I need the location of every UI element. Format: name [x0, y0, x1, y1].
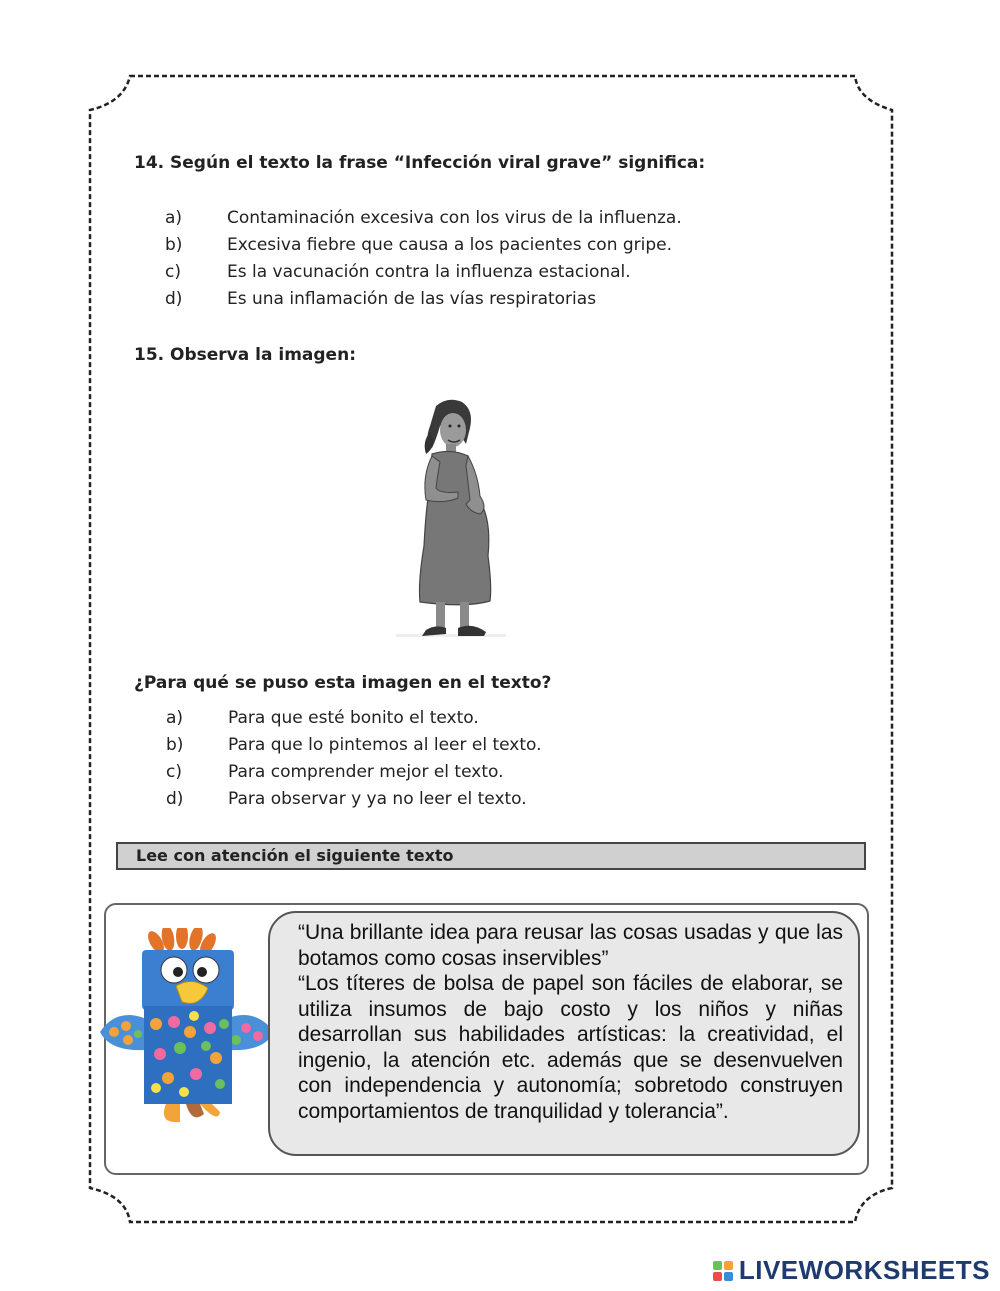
brand-name: LIVEWORKSHEETS: [738, 1255, 990, 1285]
option-letter: c): [166, 761, 182, 782]
option-text: Excesiva fiebre que causa a los pacientes con gripe.: [227, 234, 673, 255]
option-14-c[interactable]: [165, 258, 682, 285]
reading-instruction-banner: Lee con atención el siguiente texto: [116, 842, 866, 870]
option-text: Para comprender mejor el texto.: [228, 761, 504, 782]
paper-bag-puppet-illustration: [96, 928, 278, 1128]
option-letter: b): [166, 734, 184, 755]
option-text: Para que esté bonito el texto.: [228, 707, 479, 728]
option-letter: c): [165, 261, 181, 282]
option-text: Para observar y ya no leer el texto.: [228, 788, 527, 809]
reading-title-quote: “Una brillante idea para reusar las cosas usadas y que las botamos como cosas inservibles”: [298, 921, 843, 970]
question-15-options: [166, 704, 542, 812]
liveworksheets-brand[interactable]: [713, 1255, 990, 1286]
option-14-a[interactable]: [165, 204, 682, 231]
pregnant-woman-illustration: [396, 396, 506, 641]
question-14-options: [165, 204, 682, 312]
option-14-d[interactable]: [165, 285, 682, 312]
liveworksheets-logo-icon: [713, 1261, 733, 1281]
option-letter: d): [166, 788, 184, 809]
reading-body-quote: “Los títeres de bolsa de papel son fáciles de elaborar, se utiliza insumos de bajo costo y los niños y niñas desarrollan sus habilidades artísticas: la creatividad, el ingenio, la atención etc. además que se desenvuelven con independencia y autonomía; sobretodo construyen comportamientos de tranquilidad y tolerancia”.: [298, 972, 843, 1123]
option-text: Es una inflamación de las vías respiratorias: [227, 288, 597, 309]
option-15-a[interactable]: [166, 704, 542, 731]
option-15-d[interactable]: [166, 785, 542, 812]
option-15-b[interactable]: [166, 731, 542, 758]
option-letter: a): [165, 207, 183, 228]
option-letter: d): [165, 288, 183, 309]
reading-text: [298, 920, 843, 1124]
question-15-prompt: ¿Para qué se puso esta imagen en el texto?: [134, 673, 552, 693]
option-letter: a): [166, 707, 184, 728]
option-text: Es la vacunación contra la influenza estacional.: [227, 261, 631, 282]
option-15-c[interactable]: [166, 758, 542, 785]
option-text: Para que lo pintemos al leer el texto.: [228, 734, 542, 755]
option-letter: b): [165, 234, 183, 255]
question-15-title: 15. Observa la imagen:: [134, 345, 356, 365]
question-14-title: 14. Según el texto la frase “Infección viral grave” significa:: [134, 153, 706, 173]
option-text: Contaminación excesiva con los virus de la influenza.: [227, 207, 682, 228]
option-14-b[interactable]: [165, 231, 682, 258]
